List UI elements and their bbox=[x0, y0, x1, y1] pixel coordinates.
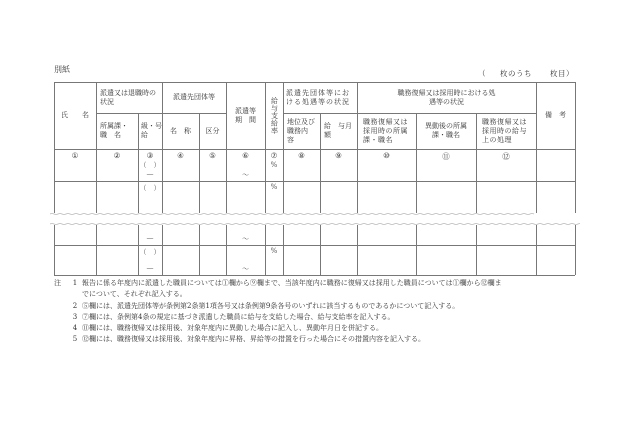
page-count-end: 枚目） bbox=[550, 69, 574, 78]
table-border-bottom bbox=[54, 275, 575, 276]
header-return-dept-position: 職務復帰又は採用時の所属課・職名 bbox=[363, 117, 408, 144]
grade-paren: （ ） bbox=[139, 248, 161, 256]
period-tilde: ～ bbox=[242, 265, 249, 273]
grade-paren: （ ） bbox=[139, 161, 161, 169]
header-dispatch-status: 派遣又は退職時の状況 bbox=[100, 88, 156, 106]
note-number: 1 bbox=[72, 279, 78, 287]
note-number: 2 bbox=[72, 301, 78, 310]
note-text: ⑫欄には、職務復帰又は採用後、対象年度内に昇格、昇給等の措置を行った場合にその措置内容を記入する。 bbox=[82, 335, 425, 344]
header-grade-salary: 級・号給 bbox=[141, 122, 162, 139]
period-tilde: ～ bbox=[242, 235, 249, 243]
note-number bbox=[68, 289, 82, 300]
note-item bbox=[54, 312, 574, 323]
header-pay-rate bbox=[265, 82, 283, 149]
note-item bbox=[54, 334, 574, 345]
header-after-transfer-dept: 異動後の所属課・職名 bbox=[425, 122, 467, 139]
notes-section bbox=[54, 278, 574, 346]
document-title: 別紙 bbox=[54, 65, 70, 74]
row-divider bbox=[54, 181, 575, 182]
col-number-5: ⑤ bbox=[209, 151, 216, 160]
col-number-3: ③ bbox=[146, 151, 154, 160]
pay-rate-percent: % bbox=[270, 247, 278, 255]
col-number-10: ⑩ bbox=[383, 151, 390, 160]
header-remarks: 備 考 bbox=[545, 111, 566, 119]
col-line bbox=[575, 82, 576, 275]
pay-rate-percent: % bbox=[270, 183, 278, 191]
header-period: 派遣等期 間 bbox=[235, 106, 256, 124]
col-number-4: ④ bbox=[177, 151, 184, 160]
col-number-12: ⑫ bbox=[502, 152, 510, 161]
header-destination-group: 派遣先団体等 bbox=[173, 93, 215, 101]
note-number: 3 bbox=[72, 312, 78, 321]
pay-rate-percent: % bbox=[270, 161, 278, 169]
col-number-9: ⑨ bbox=[335, 151, 342, 160]
header-border-bottom bbox=[54, 149, 575, 150]
header-dest-name: 名 称 bbox=[170, 126, 191, 135]
row-divider bbox=[54, 245, 575, 246]
header-department-position: 所属課・職 名 bbox=[100, 122, 128, 139]
page-count-open: （ bbox=[478, 69, 486, 78]
note-text: でについて、それぞれ記入する。 bbox=[82, 290, 187, 299]
page-count bbox=[478, 68, 574, 79]
grade-dash: — bbox=[146, 170, 154, 178]
note-item bbox=[54, 323, 574, 334]
col-number-1: ① bbox=[71, 151, 79, 160]
col-number-8: ⑧ bbox=[298, 151, 305, 160]
header-monthly-salary: 給 与月 額 bbox=[324, 122, 359, 139]
note-number: 5 bbox=[72, 335, 78, 344]
note-item bbox=[54, 278, 574, 289]
grade-dash: — bbox=[146, 264, 154, 272]
note-text: ⑤欄には、派遣先団体等が条例第2条第1項各号又は条例第9条各号のいずれに該当するものであるかについて記入する。 bbox=[82, 301, 460, 310]
note-text: ⑪欄には、職務復帰又は採用後、対象年度内に異動した場合に記入し、異動年月日を併記する。 bbox=[82, 324, 383, 333]
notes-label: 注 bbox=[54, 279, 61, 287]
col-number-2: ② bbox=[113, 151, 121, 160]
header-return-treatment: 職務復帰又は採用時における処遇等の状況 bbox=[397, 88, 496, 106]
col-number-6: ⑥ bbox=[242, 151, 249, 160]
header-dest-category: 区分 bbox=[205, 126, 220, 135]
header-treatment-at-dest: 派遣先団体等における処遇等の状況 bbox=[286, 88, 350, 106]
grade-dash: — bbox=[146, 234, 154, 242]
header-position-duties: 地位及び職務内 容 bbox=[287, 117, 315, 144]
table-break-marker bbox=[50, 213, 580, 225]
col-number-7: ⑦ bbox=[270, 151, 278, 160]
header-pay-rate-text: 給与支給率 bbox=[270, 96, 279, 135]
note-item bbox=[54, 301, 574, 312]
header-return-salary-measure: 職務復帰又は採用時の給与上の処理 bbox=[482, 117, 527, 144]
note-item bbox=[54, 289, 574, 300]
header-name: 氏 名 bbox=[61, 111, 89, 119]
period-tilde: ～ bbox=[242, 171, 249, 179]
col-number-11: ⑪ bbox=[442, 152, 450, 161]
note-number: 4 bbox=[72, 324, 78, 333]
note-text: 報告に係る年度内に派遣した職員については①欄から⑨欄まで、当該年度内に職務に復帰又は採用した職員については①欄から⑫欄ま bbox=[82, 279, 502, 287]
note-text: ⑦欄には、条例第4条の規定に基づき派遣した職員に給与を支給した場合、給与支給率を記入する。 bbox=[82, 312, 395, 321]
grade-paren: （ ） bbox=[139, 184, 161, 192]
page-count-middle: 枚のうち bbox=[500, 69, 532, 78]
